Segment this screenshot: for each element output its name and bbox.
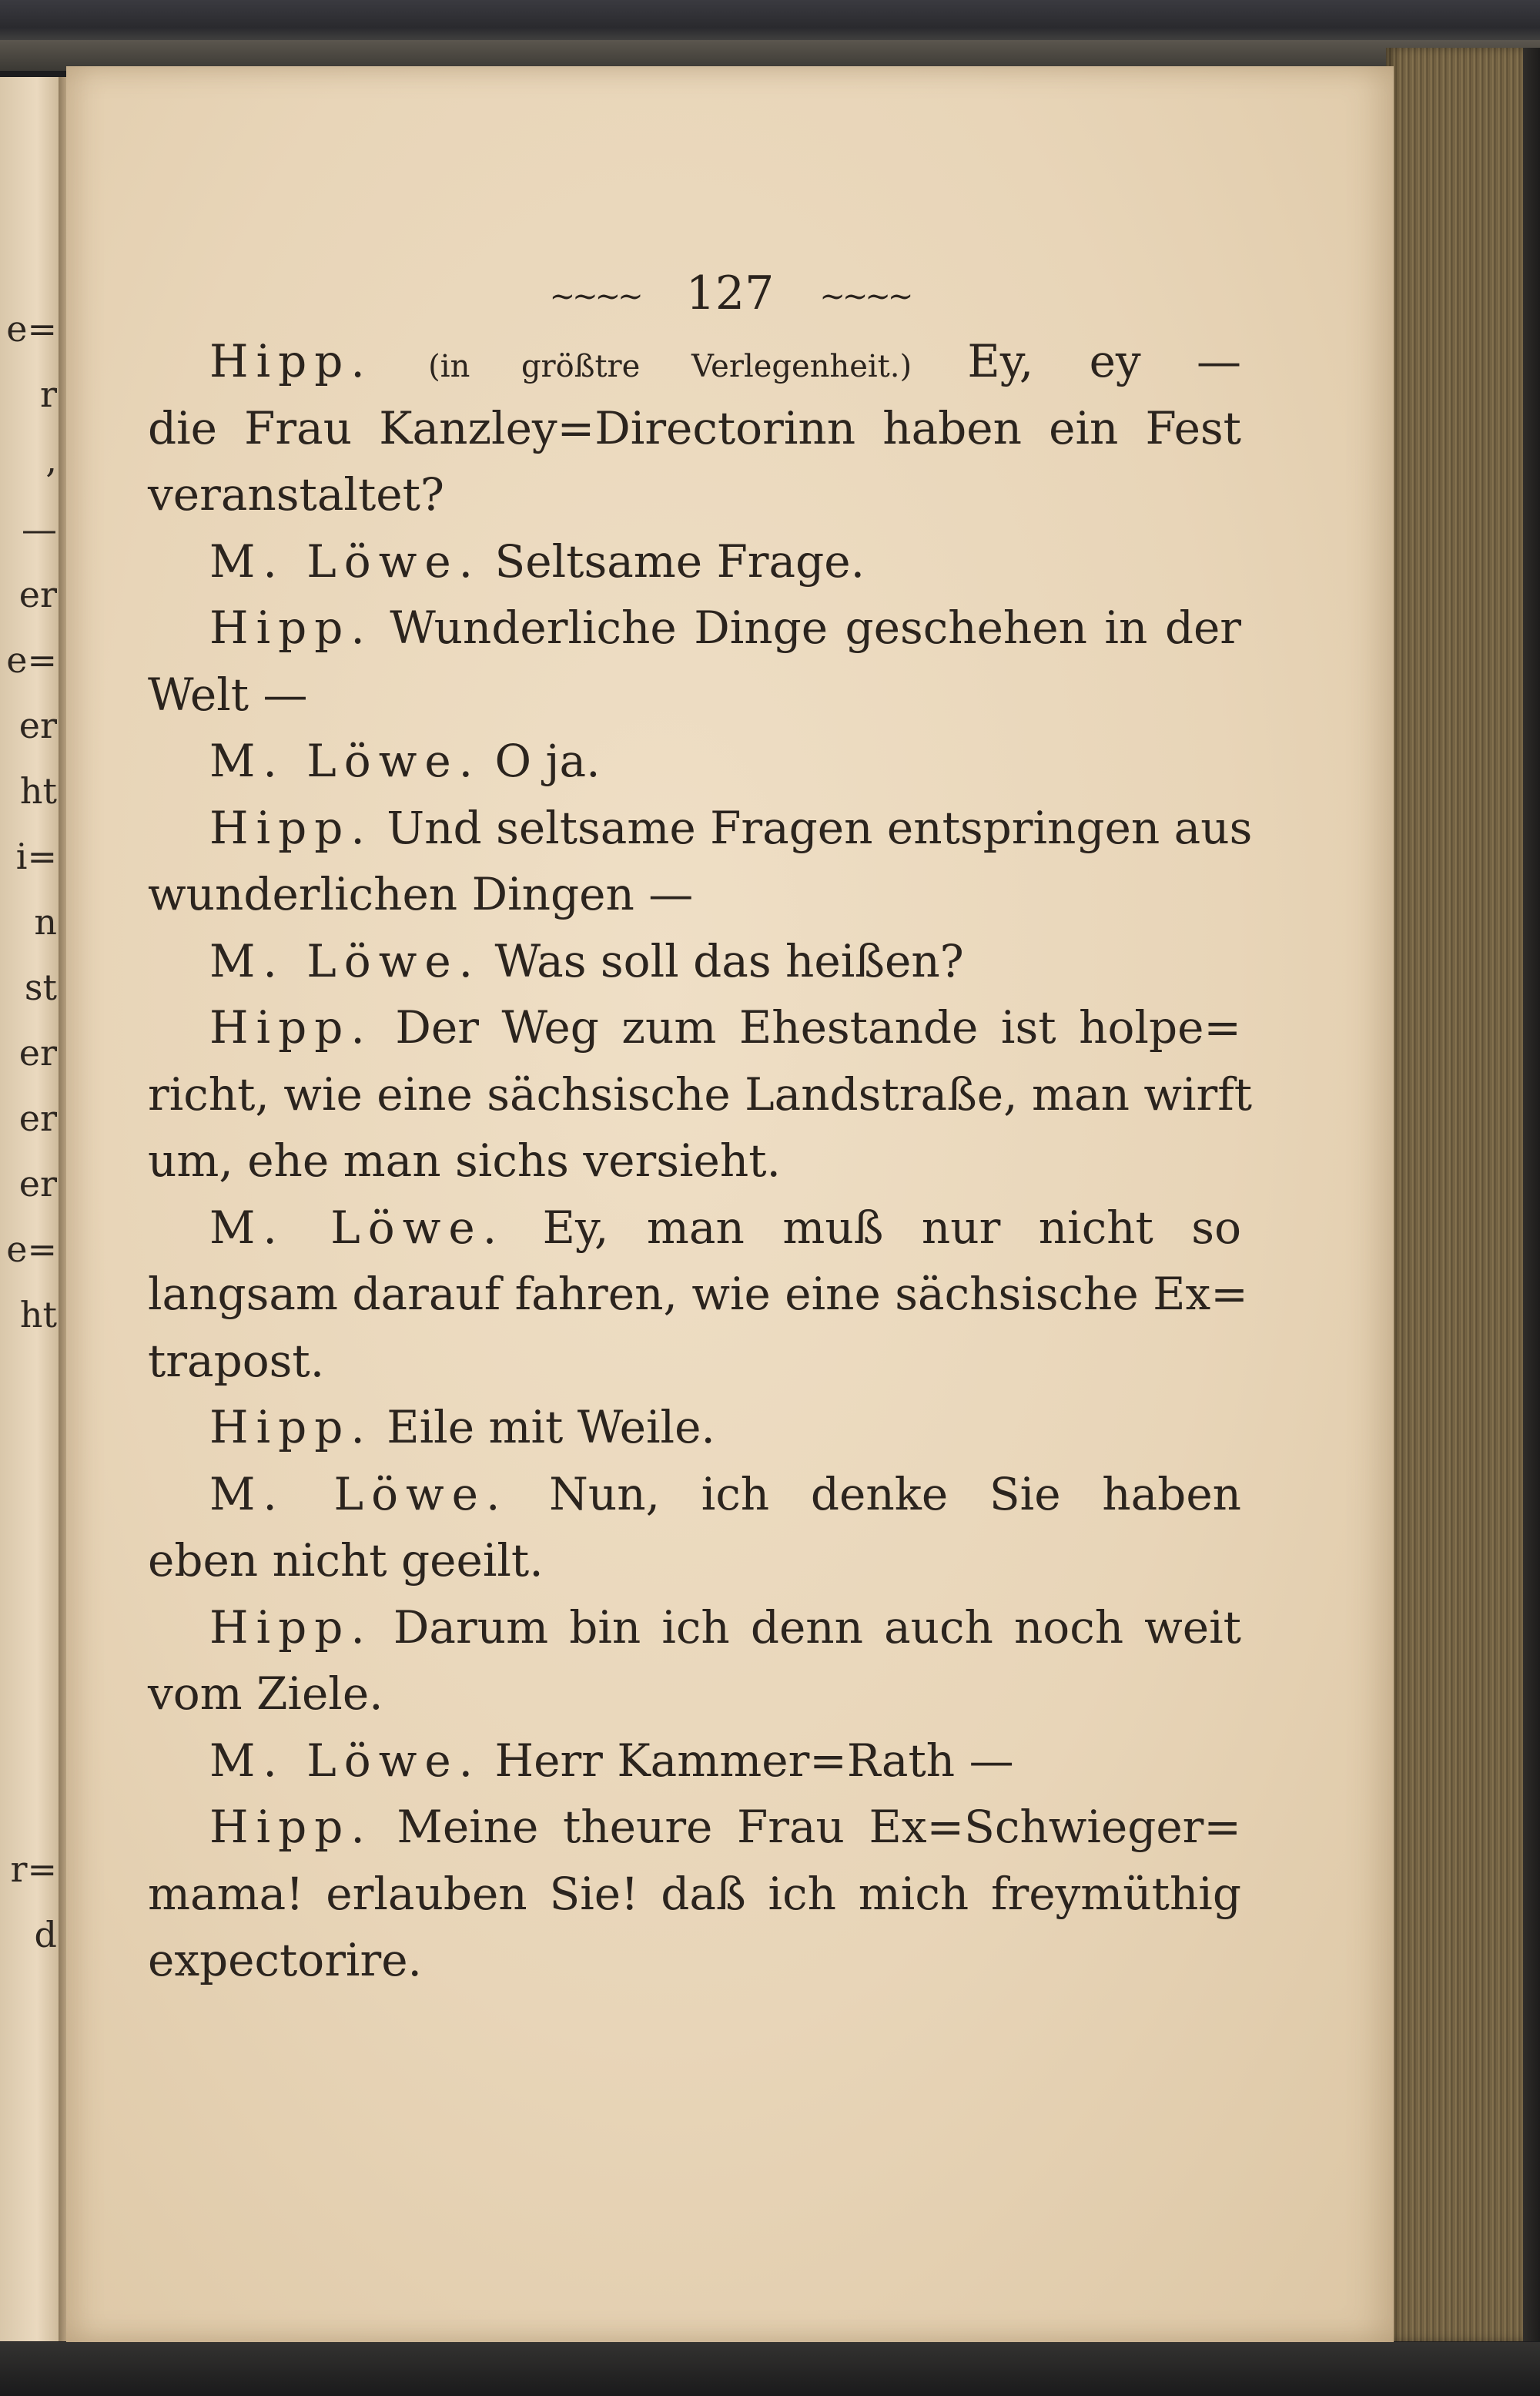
text-line	[148, 1861, 1241, 1928]
book-cover-top	[0, 0, 1540, 46]
text-line	[148, 795, 1253, 862]
text-line	[148, 1660, 1241, 1727]
line-text: Herr Kammer=Rath —	[480, 1734, 1014, 1787]
text-line	[148, 528, 1241, 595]
previous-page-fragment: er	[18, 1032, 57, 1074]
line-text: trapost.	[148, 1334, 325, 1387]
previous-page-fragment: ht	[19, 1294, 57, 1335]
line-text: Welt —	[148, 668, 308, 721]
stage-direction: (in größtre Verlegenheit.)	[428, 349, 912, 384]
previous-page-fragment: st	[24, 967, 57, 1008]
line-text: mama! erlauben Sie! daß ich mich freymüthig	[148, 1867, 1241, 1920]
previous-page-fragment: e=	[6, 639, 57, 681]
text-line	[148, 728, 1241, 795]
page-block-fore-edge	[1386, 48, 1540, 2341]
text-line	[148, 1061, 1253, 1128]
speaker-name: M. Löwe.	[209, 1467, 508, 1520]
speaker-name: Hipp.	[209, 335, 373, 387]
text-line	[148, 1128, 1241, 1195]
text-line	[148, 595, 1241, 662]
previous-page-fragment: ht	[19, 770, 57, 812]
header-ornament-right: ~~~~	[819, 279, 911, 315]
line-text: wunderlichen Dingen —	[148, 868, 694, 920]
speaker-name: Hipp.	[209, 1001, 373, 1054]
speaker-name: Hipp.	[209, 602, 373, 654]
line-text: Was soll das heißen?	[480, 934, 964, 987]
line-text: Meine theure Frau Ex=Schwieger=	[372, 1801, 1241, 1853]
line-text: Eile mit Weile.	[372, 1401, 715, 1453]
speaker-name: Hipp.	[209, 1401, 373, 1453]
previous-page-fragment: er	[18, 574, 57, 615]
line-text: Ey, ey —	[912, 335, 1241, 387]
line-text: Darum bin ich denn auch noch weit	[372, 1600, 1241, 1654]
line-text: Wunderliche Dinge geschehen in der	[372, 602, 1241, 654]
line-text: veranstaltet?	[148, 468, 444, 521]
text-line	[148, 328, 1241, 395]
previous-page-fragment: er	[18, 1163, 57, 1205]
previous-page-fragment: er	[18, 705, 57, 746]
line-text: Nun, ich denke Sie haben	[507, 1467, 1241, 1520]
header-ornament-left: ~~~~	[549, 279, 641, 315]
page-number: 127	[685, 266, 775, 320]
text-line	[148, 1261, 1248, 1328]
page-text	[148, 328, 1253, 1994]
previous-page-fragment: r	[40, 374, 57, 415]
text-line	[148, 461, 1241, 528]
previous-page-fragment: i=	[15, 836, 57, 877]
line-text: richt, wie eine sächsische Landstraße, man wirft	[148, 1067, 1253, 1121]
line-text: vom Ziele.	[148, 1667, 383, 1720]
previous-page-fragment: r=	[10, 1848, 57, 1890]
line-text: um, ehe man sichs versieht.	[148, 1134, 781, 1187]
speaker-name: M. Löwe.	[209, 1734, 481, 1787]
page-header	[66, 266, 1394, 320]
text-line	[148, 1394, 1241, 1461]
text-line	[148, 1527, 1241, 1594]
speaker-name: M. Löwe.	[209, 934, 481, 987]
text-line	[148, 1195, 1241, 1262]
speaker-name: M. Löwe.	[209, 534, 481, 588]
previous-page-fragment: e=	[6, 1228, 57, 1270]
line-text: expectorire.	[148, 1934, 422, 1986]
line-text: Ey, man muß nur nicht so	[504, 1201, 1241, 1254]
text-line	[148, 1461, 1241, 1528]
book-page	[66, 66, 1394, 2342]
text-line	[148, 1328, 1241, 1395]
line-text: eben nicht geeilt.	[148, 1534, 544, 1587]
speaker-name: Hipp.	[209, 1600, 373, 1654]
previous-page-fragment: n	[34, 901, 57, 943]
previous-page-fragment: d	[34, 1914, 57, 1955]
previous-page-fragment: ,	[45, 439, 57, 481]
line-text: Seltsame Frage.	[480, 534, 865, 588]
text-line	[148, 1794, 1241, 1861]
line-text: Der Weg zum Ehestande ist holpe=	[372, 1001, 1241, 1054]
previous-page-fragment: er	[18, 1097, 57, 1139]
line-text: Und seltsame Fragen entspringen aus	[372, 801, 1253, 854]
line-text: die Frau Kanzley=Directorinn haben ein Fest	[148, 401, 1241, 454]
previous-page-edge	[0, 77, 62, 2341]
speaker-name: Hipp.	[209, 801, 373, 854]
previous-page-fragment: —	[22, 508, 57, 550]
text-line	[148, 928, 1241, 995]
text-line	[148, 1927, 1241, 1994]
line-text: langsam darauf fahren, wie eine sächsische Ex=	[148, 1268, 1248, 1320]
line-text: O ja.	[480, 735, 601, 787]
text-line	[148, 662, 1241, 729]
speaker-name: M. Löwe.	[209, 1201, 505, 1254]
text-line	[148, 861, 1241, 928]
speaker-name: Hipp.	[209, 1801, 373, 1853]
speaker-name: M. Löwe.	[209, 735, 481, 787]
cover-edge	[1523, 48, 1540, 2341]
text-line	[148, 994, 1241, 1061]
text-line	[148, 1594, 1241, 1661]
previous-page-fragment: e=	[6, 308, 57, 350]
text-line	[148, 395, 1241, 462]
text-line	[148, 1727, 1241, 1794]
book-cover-bottom	[0, 2342, 1540, 2396]
